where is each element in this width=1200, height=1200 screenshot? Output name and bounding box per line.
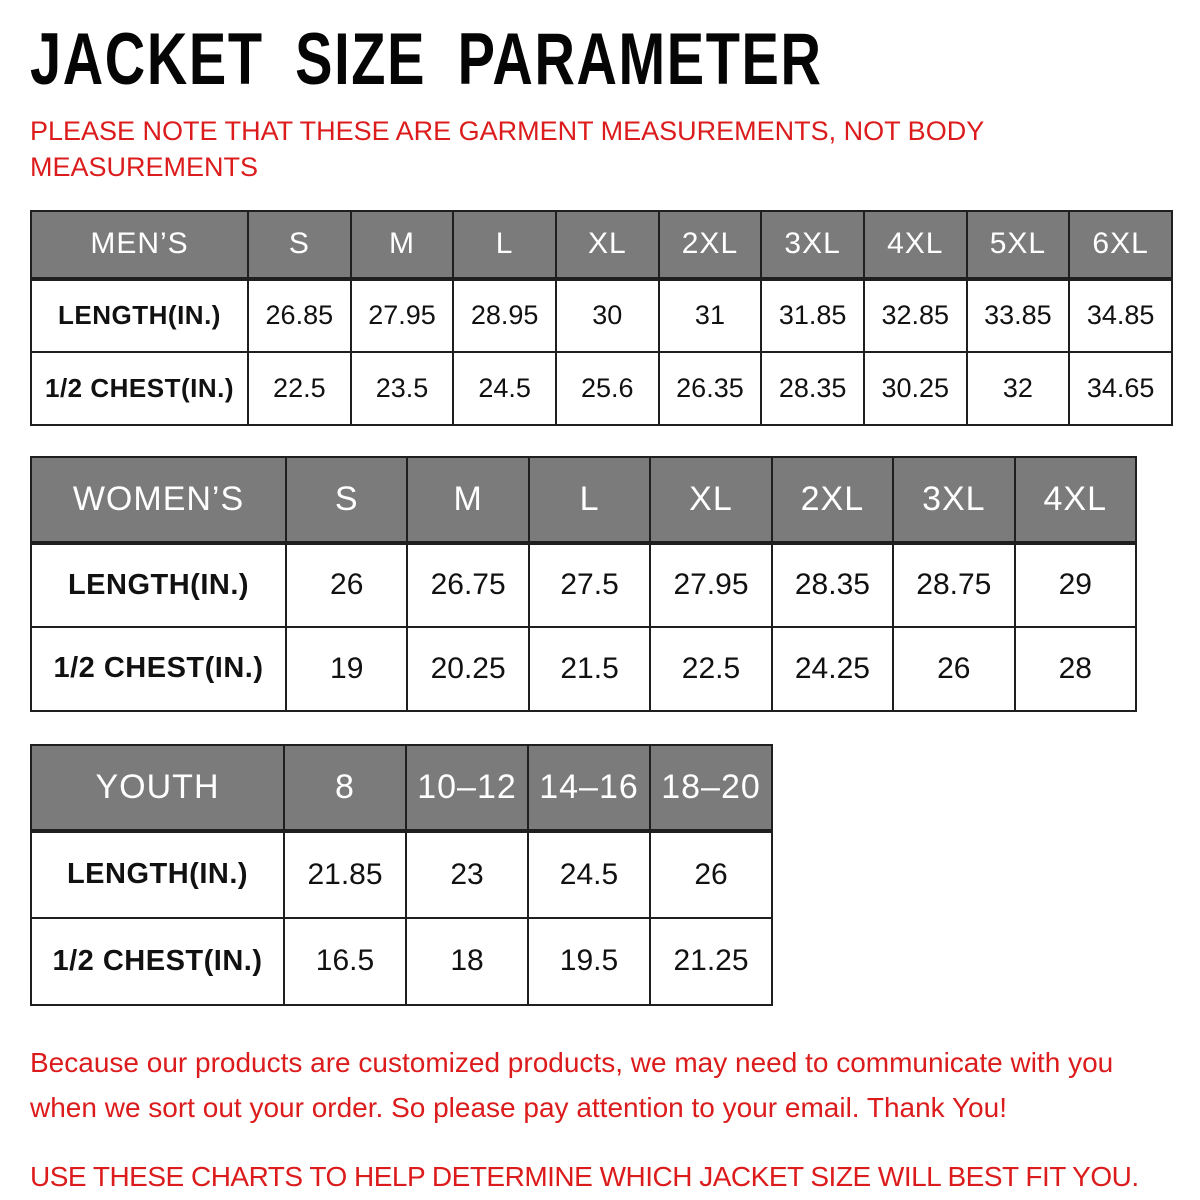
womens-size-table: [30, 456, 1200, 712]
size-header-cell: 3XL: [761, 211, 864, 279]
row-label-cell: 1/2 CHEST(IN.): [31, 627, 286, 711]
size-header-cell: XL: [556, 211, 659, 279]
size-header-row: [31, 457, 1136, 543]
measurement-value-cell: 26.85: [248, 279, 351, 352]
measurement-value-cell: 34.85: [1069, 279, 1172, 352]
size-header-cell: 4XL: [1015, 457, 1136, 543]
measurement-value-cell: 21.85: [284, 831, 406, 918]
size-table: [30, 210, 1173, 426]
size-header-row: [31, 211, 1172, 279]
measurement-value-cell: 16.5: [284, 918, 406, 1005]
measurement-value-cell: 26: [893, 627, 1014, 711]
measurement-value-cell: 18: [406, 918, 528, 1005]
measurement-value-cell: 32: [967, 352, 1070, 425]
row-label-cell: LENGTH(IN.): [31, 831, 284, 918]
customization-notice: [30, 1040, 1200, 1131]
page-title: JACKET SIZE PARAMETER: [30, 17, 823, 100]
row-label-cell: LENGTH(IN.): [31, 543, 286, 627]
size-table: [30, 744, 773, 1006]
measurement-value-cell: 24.5: [453, 352, 556, 425]
measurement-value-cell: 19.5: [528, 918, 650, 1005]
measurement-value-cell: 27.95: [650, 543, 771, 627]
size-header-row: [31, 745, 772, 831]
measurement-value-cell: 19: [286, 627, 407, 711]
measurement-value-cell: 32.85: [864, 279, 967, 352]
measurement-value-cell: 23.5: [351, 352, 454, 425]
measurement-value-cell: 20.25: [407, 627, 528, 711]
measurement-value-cell: 24.5: [528, 831, 650, 918]
size-header-cell: 18–20: [650, 745, 772, 831]
measurement-value-cell: 23: [406, 831, 528, 918]
size-header-cell: M: [351, 211, 454, 279]
note-line-1: PLEASE NOTE THAT THESE ARE GARMENT MEASUREMENTS, NOT BODY: [30, 116, 985, 146]
measurement-row: [31, 543, 1136, 627]
size-header-cell: XL: [650, 457, 771, 543]
measurement-value-cell: 29: [1015, 543, 1136, 627]
measurement-value-cell: 22.5: [248, 352, 351, 425]
measurement-row: [31, 918, 772, 1005]
row-label-cell: LENGTH(IN.): [31, 279, 248, 352]
measurement-value-cell: 24.25: [772, 627, 893, 711]
mens-size-table: [30, 210, 1200, 426]
measurement-value-cell: 26: [286, 543, 407, 627]
measurement-value-cell: 31: [659, 279, 762, 352]
table-title-cell: MEN’S: [31, 211, 248, 279]
measurement-value-cell: 28.35: [761, 352, 864, 425]
size-header-cell: 2XL: [772, 457, 893, 543]
note-line-2: MEASUREMENTS: [30, 151, 259, 182]
youth-size-table: [30, 744, 1200, 1006]
size-header-cell: 14–16: [528, 745, 650, 831]
measurement-row: [31, 279, 1172, 352]
measurement-value-cell: 21.25: [650, 918, 772, 1005]
measurement-value-cell: 26.75: [407, 543, 528, 627]
measurement-value-cell: 30: [556, 279, 659, 352]
size-table: [30, 456, 1137, 712]
measurement-value-cell: 28: [1015, 627, 1136, 711]
table-title-cell: YOUTH: [31, 745, 284, 831]
garment-measurements-note: [30, 114, 1200, 186]
size-header-cell: S: [286, 457, 407, 543]
measurement-row: [31, 831, 772, 918]
charts-usage-line: USE THESE CHARTS TO HELP DETERMINE WHICH JACKET SIZE WILL BEST FIT YOU.: [30, 1160, 1139, 1192]
size-header-cell: 5XL: [967, 211, 1070, 279]
measurement-value-cell: 31.85: [761, 279, 864, 352]
size-header-cell: 4XL: [864, 211, 967, 279]
size-header-cell: L: [453, 211, 556, 279]
size-header-cell: 6XL: [1069, 211, 1172, 279]
measurement-value-cell: 21.5: [529, 627, 650, 711]
measurement-value-cell: 28.95: [453, 279, 556, 352]
measurement-value-cell: 28.35: [772, 543, 893, 627]
size-header-cell: M: [407, 457, 528, 543]
measurement-row: [31, 352, 1172, 425]
measurement-value-cell: 28.75: [893, 543, 1014, 627]
measurement-value-cell: 33.85: [967, 279, 1070, 352]
size-header-cell: L: [529, 457, 650, 543]
size-header-cell: 10–12: [406, 745, 528, 831]
measurement-value-cell: 25.6: [556, 352, 659, 425]
measurement-value-cell: 34.65: [1069, 352, 1172, 425]
measurement-value-cell: 26: [650, 831, 772, 918]
size-header-cell: S: [248, 211, 351, 279]
measurement-value-cell: 27.5: [529, 543, 650, 627]
customization-notice-line-1: Because our products are customized products, we may need to communicate with you: [30, 1046, 1114, 1078]
measurement-value-cell: 22.5: [650, 627, 771, 711]
size-header-cell: 2XL: [659, 211, 762, 279]
size-header-cell: 3XL: [893, 457, 1014, 543]
row-label-cell: 1/2 CHEST(IN.): [31, 918, 284, 1005]
measurement-row: [31, 627, 1136, 711]
customization-notice-line-2: when we sort out your order. So please pay attention to your email. Thank You!: [30, 1092, 1007, 1124]
measurement-value-cell: 30.25: [864, 352, 967, 425]
table-title-cell: WOMEN’S: [31, 457, 286, 543]
row-label-cell: 1/2 CHEST(IN.): [31, 352, 248, 425]
measurement-value-cell: 27.95: [351, 279, 454, 352]
measurement-value-cell: 26.35: [659, 352, 762, 425]
size-header-cell: 8: [284, 745, 406, 831]
